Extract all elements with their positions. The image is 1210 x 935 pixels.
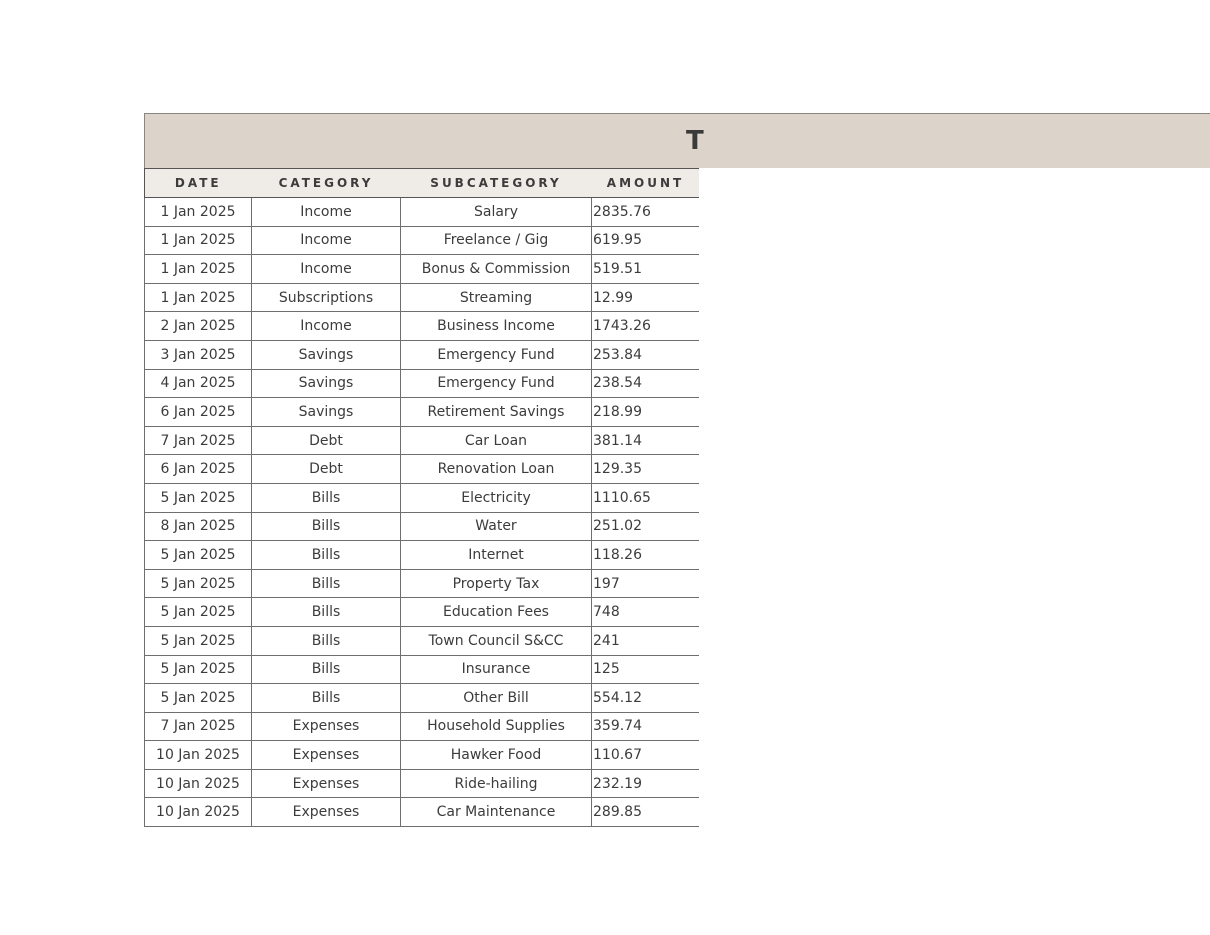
table-row	[145, 798, 700, 827]
amount-cell[interactable]: 251.02	[592, 512, 700, 541]
subcategory-cell[interactable]: Electricity	[401, 483, 592, 512]
date-cell[interactable]: 5 Jan 2025	[145, 684, 252, 713]
date-cell[interactable]: 1 Jan 2025	[145, 226, 252, 255]
amount-cell[interactable]: 289.85	[592, 798, 700, 827]
date-cell[interactable]: 5 Jan 2025	[145, 483, 252, 512]
table-row	[145, 426, 700, 455]
table-row	[145, 598, 700, 627]
amount-cell[interactable]: 1110.65	[592, 483, 700, 512]
category-cell[interactable]: Subscriptions	[252, 283, 401, 312]
table-row	[145, 626, 700, 655]
table-row	[145, 312, 700, 341]
date-cell[interactable]: 8 Jan 2025	[145, 512, 252, 541]
category-cell[interactable]: Expenses	[252, 769, 401, 798]
date-cell[interactable]: 5 Jan 2025	[145, 541, 252, 570]
category-cell[interactable]: Income	[252, 255, 401, 284]
subcategory-cell[interactable]: Education Fees	[401, 598, 592, 627]
table-row	[145, 255, 700, 284]
date-cell[interactable]: 10 Jan 2025	[145, 798, 252, 827]
amount-cell[interactable]: 554.12	[592, 684, 700, 713]
category-cell[interactable]: Income	[252, 226, 401, 255]
amount-cell[interactable]: 381.14	[592, 426, 700, 455]
transactions-table-wrap	[144, 168, 699, 827]
amount-cell[interactable]: 253.84	[592, 340, 700, 369]
subcategory-cell[interactable]: Business Income	[401, 312, 592, 341]
date-cell[interactable]: 1 Jan 2025	[145, 198, 252, 227]
amount-cell[interactable]: 748	[592, 598, 700, 627]
amount-cell[interactable]: 359.74	[592, 712, 700, 741]
date-cell[interactable]: 3 Jan 2025	[145, 340, 252, 369]
table-row	[145, 455, 700, 484]
table-row	[145, 283, 700, 312]
category-cell[interactable]: Savings	[252, 398, 401, 427]
subcategory-cell[interactable]: Insurance	[401, 655, 592, 684]
amount-cell[interactable]: 110.67	[592, 741, 700, 770]
category-cell[interactable]: Savings	[252, 340, 401, 369]
subcategory-cell[interactable]: Hawker Food	[401, 741, 592, 770]
date-cell[interactable]: 6 Jan 2025	[145, 398, 252, 427]
date-cell[interactable]: 2 Jan 2025	[145, 312, 252, 341]
category-cell[interactable]: Income	[252, 312, 401, 341]
subcategory-cell[interactable]: Water	[401, 512, 592, 541]
date-cell[interactable]: 7 Jan 2025	[145, 426, 252, 455]
category-cell[interactable]: Expenses	[252, 741, 401, 770]
table-row	[145, 712, 700, 741]
category-cell[interactable]: Bills	[252, 626, 401, 655]
subcategory-cell[interactable]: Other Bill	[401, 684, 592, 713]
amount-cell[interactable]: 619.95	[592, 226, 700, 255]
column-header-amount[interactable]: AMOUNT	[592, 169, 700, 198]
category-cell[interactable]: Bills	[252, 483, 401, 512]
date-cell[interactable]: 7 Jan 2025	[145, 712, 252, 741]
category-cell[interactable]: Bills	[252, 684, 401, 713]
column-header-date[interactable]: DATE	[145, 169, 252, 198]
amount-cell[interactable]: 12.99	[592, 283, 700, 312]
subcategory-cell[interactable]: Emergency Fund	[401, 340, 592, 369]
date-cell[interactable]: 10 Jan 2025	[145, 741, 252, 770]
table-row	[145, 655, 700, 684]
amount-cell[interactable]: 218.99	[592, 398, 700, 427]
category-cell[interactable]: Debt	[252, 426, 401, 455]
transactions-table	[144, 168, 699, 827]
date-cell[interactable]: 1 Jan 2025	[145, 255, 252, 284]
date-cell[interactable]: 1 Jan 2025	[145, 283, 252, 312]
category-cell[interactable]: Expenses	[252, 798, 401, 827]
amount-cell[interactable]: 125	[592, 655, 700, 684]
table-row	[145, 769, 700, 798]
table-row	[145, 541, 700, 570]
subcategory-cell[interactable]: Town Council S&CC	[401, 626, 592, 655]
table-row	[145, 483, 700, 512]
subcategory-cell[interactable]: Car Loan	[401, 426, 592, 455]
subcategory-cell[interactable]: Bonus & Commission	[401, 255, 592, 284]
amount-cell[interactable]: 118.26	[592, 541, 700, 570]
amount-cell[interactable]: 519.51	[592, 255, 700, 284]
column-header-subcategory[interactable]: SUBCATEGORY	[401, 169, 592, 198]
date-cell[interactable]: 5 Jan 2025	[145, 569, 252, 598]
column-header-category[interactable]: CATEGORY	[252, 169, 401, 198]
table-row	[145, 340, 700, 369]
table-row	[145, 512, 700, 541]
subcategory-cell[interactable]: Streaming	[401, 283, 592, 312]
table-row	[145, 684, 700, 713]
subcategory-cell[interactable]: Property Tax	[401, 569, 592, 598]
category-cell[interactable]: Bills	[252, 512, 401, 541]
date-cell[interactable]: 6 Jan 2025	[145, 455, 252, 484]
subcategory-cell[interactable]: Ride-hailing	[401, 769, 592, 798]
date-cell[interactable]: 10 Jan 2025	[145, 769, 252, 798]
header-row	[145, 169, 700, 198]
table-row	[145, 198, 700, 227]
category-cell[interactable]: Expenses	[252, 712, 401, 741]
date-cell[interactable]: 5 Jan 2025	[145, 626, 252, 655]
category-cell[interactable]: Bills	[252, 655, 401, 684]
sheet-title-band	[144, 113, 1210, 168]
date-cell[interactable]: 5 Jan 2025	[145, 598, 252, 627]
category-cell[interactable]: Bills	[252, 541, 401, 570]
amount-cell[interactable]: 1743.26	[592, 312, 700, 341]
subcategory-cell[interactable]: Household Supplies	[401, 712, 592, 741]
amount-cell[interactable]: 197	[592, 569, 700, 598]
table-row	[145, 369, 700, 398]
subcategory-cell[interactable]: Car Maintenance	[401, 798, 592, 827]
subcategory-cell[interactable]: Renovation Loan	[401, 455, 592, 484]
amount-cell[interactable]: 238.54	[592, 369, 700, 398]
amount-cell[interactable]: 232.19	[592, 769, 700, 798]
category-cell[interactable]: Bills	[252, 569, 401, 598]
amount-cell[interactable]: 241	[592, 626, 700, 655]
amount-cell[interactable]: 2835.76	[592, 198, 700, 227]
table-row	[145, 398, 700, 427]
table-row	[145, 741, 700, 770]
category-cell[interactable]: Income	[252, 198, 401, 227]
subcategory-cell[interactable]: Internet	[401, 541, 592, 570]
subcategory-cell[interactable]: Freelance / Gig	[401, 226, 592, 255]
sheet-title: T	[686, 126, 705, 156]
table-row	[145, 569, 700, 598]
category-cell[interactable]: Bills	[252, 598, 401, 627]
subcategory-cell[interactable]: Retirement Savings	[401, 398, 592, 427]
category-cell[interactable]: Savings	[252, 369, 401, 398]
amount-cell[interactable]: 129.35	[592, 455, 700, 484]
subcategory-cell[interactable]: Salary	[401, 198, 592, 227]
date-cell[interactable]: 4 Jan 2025	[145, 369, 252, 398]
table-row	[145, 226, 700, 255]
date-cell[interactable]: 5 Jan 2025	[145, 655, 252, 684]
subcategory-cell[interactable]: Emergency Fund	[401, 369, 592, 398]
category-cell[interactable]: Debt	[252, 455, 401, 484]
